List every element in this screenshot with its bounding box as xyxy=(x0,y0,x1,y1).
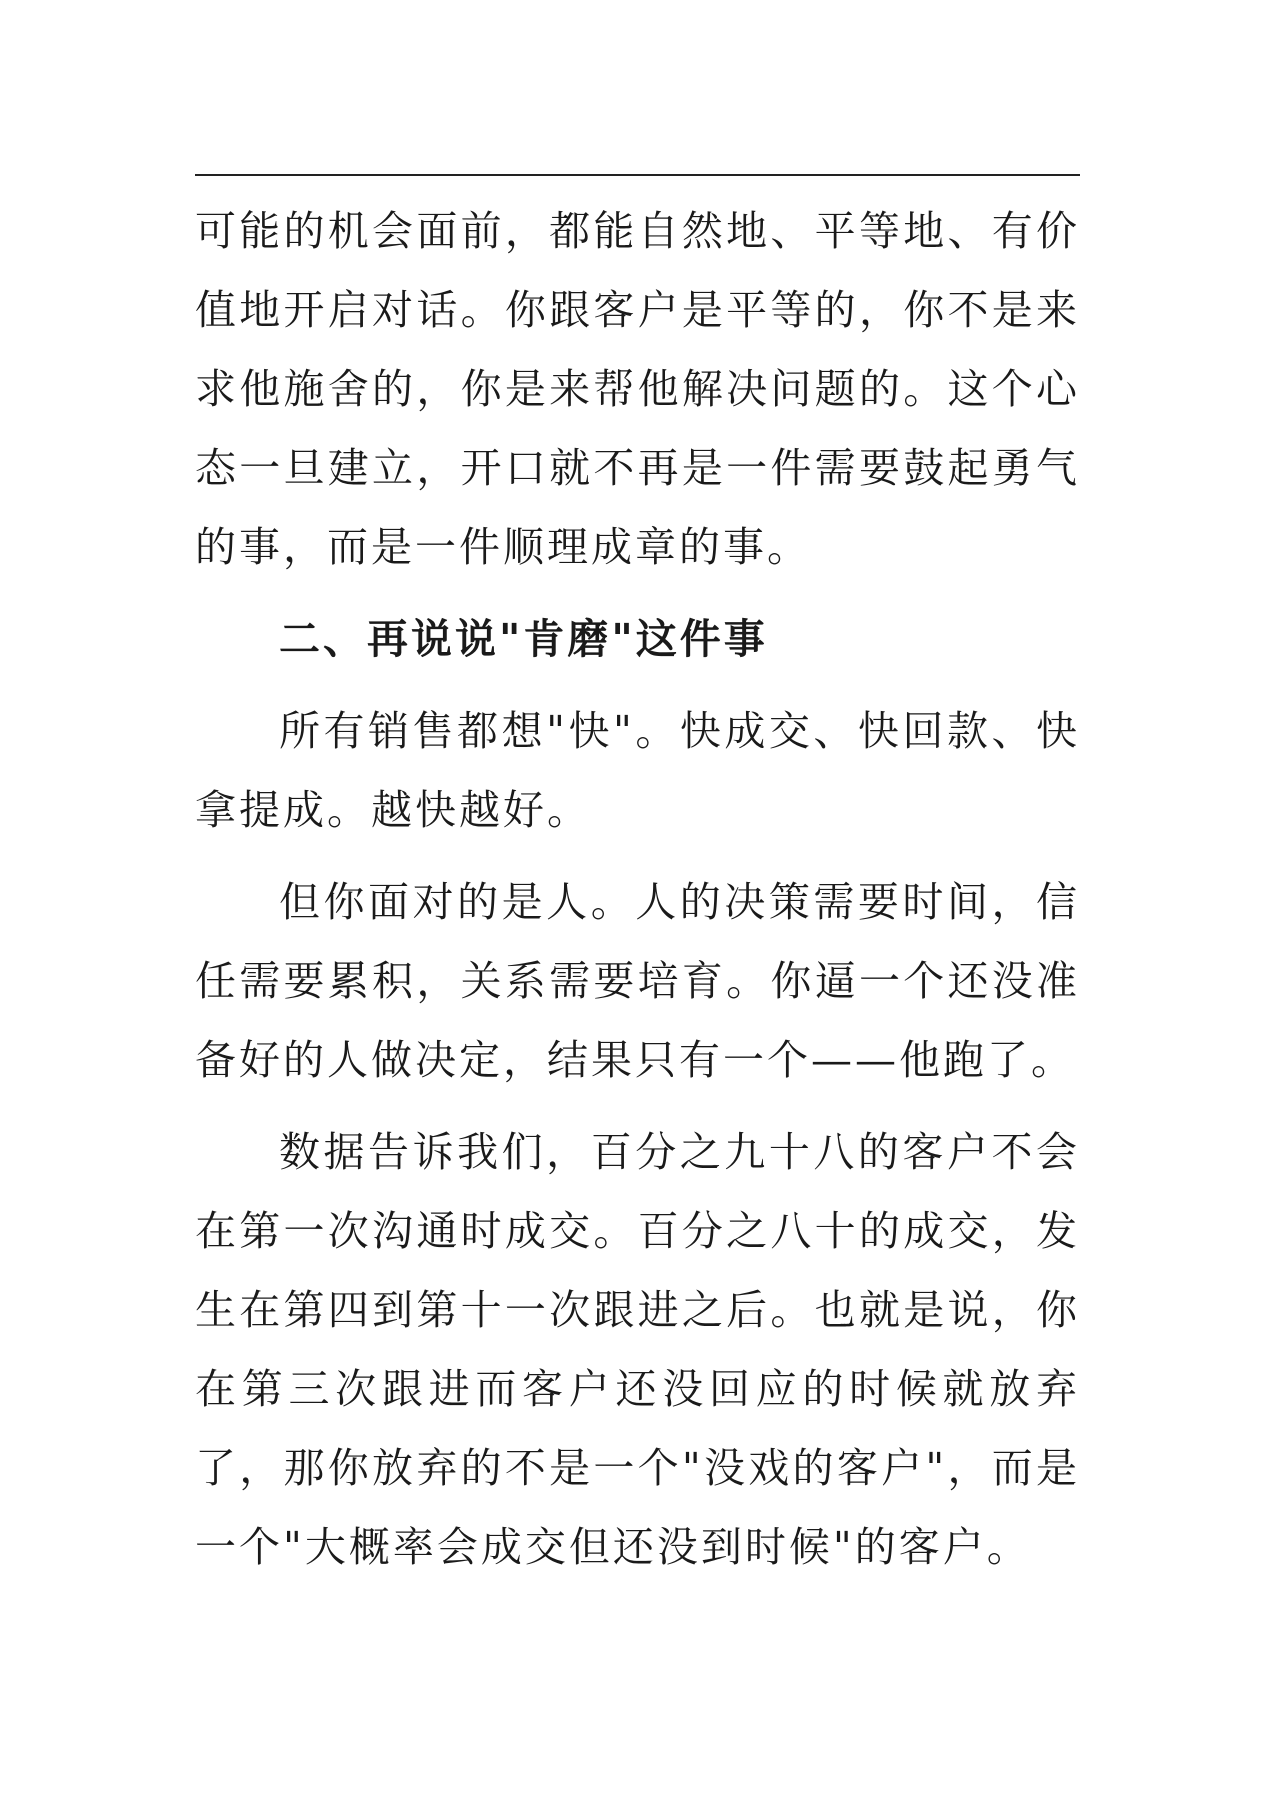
paragraph: 数据告诉我们，百分之九十八的客户不会在第一次沟通时成交。百分之八十的成交，发生在第四到第十一次跟进之后。也就是说，你在第三次跟进而客户还没回应的时候就放弃了，那你放弃的不是一个"没戏的客户"，而是一个"大概率会成交但还没到时候"的客户。 xyxy=(195,1128,1080,1571)
section-heading: 二、再说说"肯磨"这件事 xyxy=(279,615,768,663)
paragraph-continued: 可能的机会面前，都能自然地、平等地、有价值地开启对话。你跟客户是平等的，你不是来求他施舍的，你是来帮他解决问题的。这个心态一旦建立，开口就不再是一件需要鼓起勇气的事，而是一件顺理成章的事。 xyxy=(195,207,1080,571)
paragraph: 但你面对的是人。人的决策需要时间，信任需要累积，关系需要培育。你逼一个还没准备好的人做决定，结果只有一个——他跑了。 xyxy=(195,878,1080,1084)
paragraph: 所有销售都想"快"。快成交、快回款、快拿提成。越快越好。 xyxy=(195,707,1080,834)
document-body xyxy=(195,192,1080,1587)
header-divider xyxy=(195,174,1080,176)
